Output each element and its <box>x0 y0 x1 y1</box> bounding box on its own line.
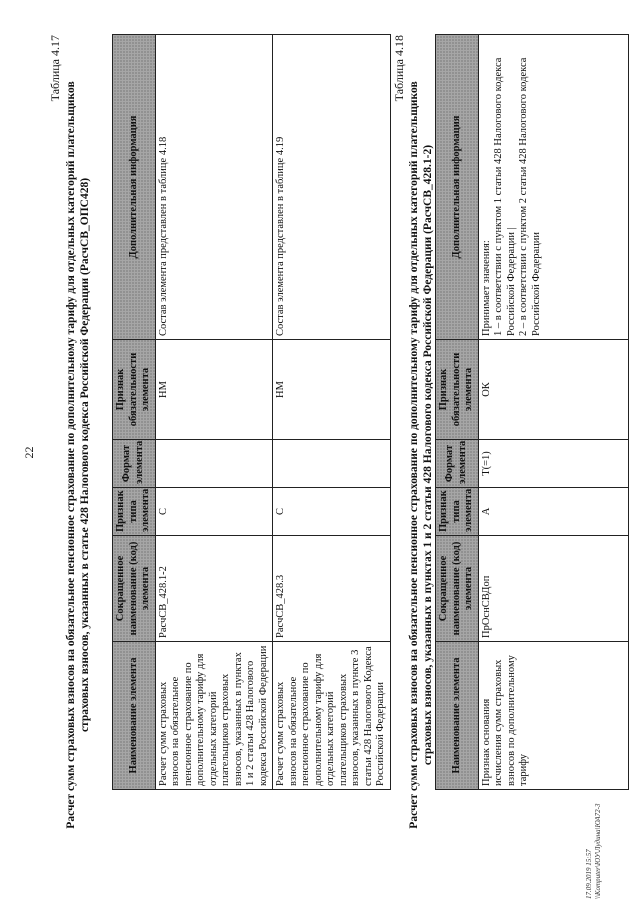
header-abbr: Сокращенное наименование (код) элемента <box>113 536 156 642</box>
table-label-4-18: Таблица 4.18 <box>392 35 406 102</box>
header-format: Формат элемента <box>113 440 156 488</box>
cell-name: Расчет сумм страховых взносов на обязательное пенсионное страхование по дополнительному тарифу для отдельных категорий плательщиков страховых взносов, указанных в пунктах 1 и 2 статьи 428 Налогового кодекса Российской Федерации <box>155 642 273 790</box>
header-type: Признак типа элемента <box>113 488 156 536</box>
header-info: Дополнительная информация <box>113 35 156 340</box>
table-row <box>273 35 391 790</box>
cell-type: С <box>155 488 273 536</box>
footer-stamp-path: \\Komputer\ЮУ\Лудина\ЮА72-3 <box>594 803 602 899</box>
table-row <box>155 35 273 790</box>
cell-abbr: ПрОснСВДоп <box>478 536 628 642</box>
table-4-18 <box>435 34 629 790</box>
cell-info: Состав элемента представлен в таблице 4.19 <box>273 35 391 340</box>
header-info: Дополнительная информация <box>436 35 479 340</box>
table-4-17 <box>112 34 391 790</box>
header-name: Наименование элемента <box>436 642 479 790</box>
header-type: Признак типа элемента <box>436 488 479 536</box>
page-number: 22 <box>22 446 36 459</box>
cell-mandatory: НМ <box>273 340 391 440</box>
cell-name: Признак основания исчисления сумм страховых взносов по дополнительному тарифу <box>478 642 628 790</box>
header-mandatory: Признак обязательности элемента <box>113 340 156 440</box>
cell-format <box>155 440 273 488</box>
table-label-4-17: Таблица 4.17 <box>48 35 62 102</box>
cell-abbr: РасчСВ_428.1-2 <box>155 536 273 642</box>
cell-info: Принимает значения: 1 – в соответствии с пунктом 1 статьи 428 Налогового кодекса Российской Федерации | 2 – в соответствии с пунктом 2 статьи 428 Налогового кодекса Российской Федерации <box>478 35 628 340</box>
header-abbr: Сокращенное наименование (код) элемента <box>436 536 479 642</box>
header-format: Формат элемента <box>436 440 479 488</box>
header-mandatory: Признак обязательности элемента <box>436 340 479 440</box>
cell-format: T(=1) <box>478 440 628 488</box>
cell-mandatory: НМ <box>155 340 273 440</box>
table-title-4-18: Расчет сумм страховых взносов на обязательное пенсионное страхование по дополнительному тарифу для отдельных категорий плательщиков страховых взносов, указанных в пунктах 1 и 2 статьи 428 Налогового кодекса Российской Федерации (РасчСВ_428.1-2) <box>408 81 434 829</box>
cell-info: Состав элемента представлен в таблице 4.18 <box>155 35 273 340</box>
header-name: Наименование элемента <box>113 642 156 790</box>
cell-type: С <box>273 488 391 536</box>
cell-mandatory: ОК <box>478 340 628 440</box>
cell-format <box>273 440 391 488</box>
cell-type: А <box>478 488 628 536</box>
table-title-4-17: Расчет сумм страховых взносов на обязательное пенсионное страхование по дополнительному тарифу для отдельных категорий плательщиков страховых взносов, указанных в статье 428 Налогового кодекса Российской Федерации (РасчСВ_ОПС428) <box>65 81 91 829</box>
cell-name: Расчет сумм страховых взносов на обязательное пенсионное страхование по дополнительному тарифу для отдельных категорий плательщиков страховых взносов, указанных в пункте 3 статьи 428 Налогового Кодекса Российской Федерации <box>273 642 391 790</box>
table-row <box>478 35 628 790</box>
footer-stamp-date: 17.09.2019 15:57 <box>585 849 593 899</box>
cell-abbr: РасчСВ_428.3 <box>273 536 391 642</box>
footer-stamp <box>585 804 603 899</box>
